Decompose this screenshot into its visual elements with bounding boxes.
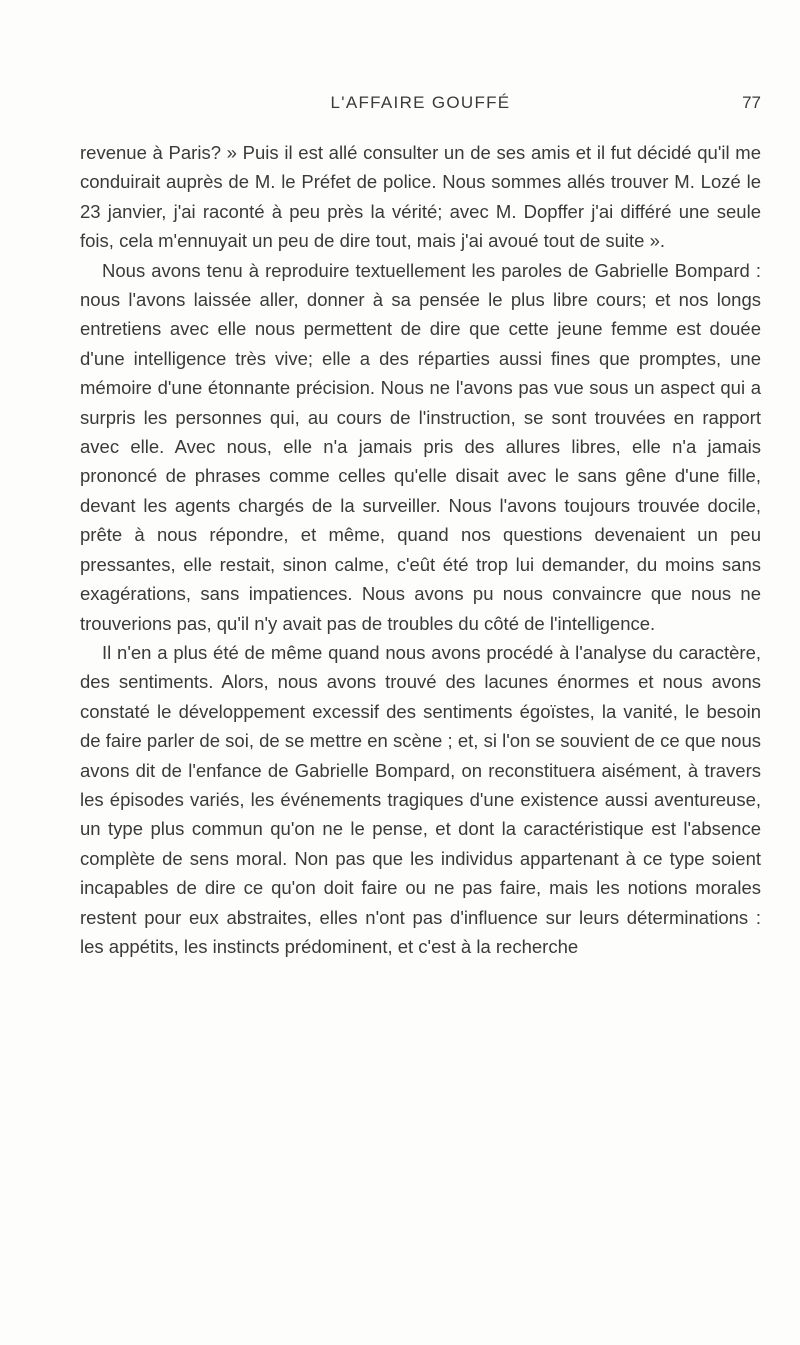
paragraph: Il n'en a plus été de même quand nous avons procédé à l'analyse du caractère, des sentiments. Alors, nous avons trouvé des lacunes énormes et nous avons constaté le développement excessif des sentiments égoïstes, la vanité, le besoin de faire parler de soi, de se mettre en scène ; et, si l'on se souvient de ce que nous avons dit de l'enfance de Gabrielle Bompard, on reconstituera aisément, à travers les épisodes variés, les événements tragiques d'une existence aussi aventureuse, un type plus commun qu'on ne le pense, et dont la caractéristique est l'absence complète de sens moral. Non pas que les individus appartenant à ce type soient incapables de dire ce qu'on doit faire ou ne pas faire, mais les notions morales restent pour eux abstraites, elles n'ont pas d'influence sur leurs déterminations : les appétits, les instincts prédominent, et c'est à la recherche [80, 641, 761, 957]
running-head [80, 93, 761, 123]
page-number: 77 [742, 93, 761, 112]
body-text [80, 138, 761, 961]
running-title: L'AFFAIRE GOUFFÉ [330, 93, 511, 112]
paragraph-continuation: revenue à Paris? » Puis il est allé consulter un de ses amis et il fut décidé qu'il me conduirait auprès de M. le Préfet de police. Nous sommes allés trouver M. Lozé le 23 janvier, j'ai raconté à peu près la vérité; avec M. Dopffer j'ai différé une seule fois, cela m'ennuyait un peu de dire tout, mais j'ai avoué tout de suite ». [80, 142, 761, 252]
paragraph: Nous avons tenu à reproduire textuellement les paroles de Gabrielle Bompard : nous l'avons laissée aller, donner à sa pensée le plus libre cours; et nos longs entretiens avec elle nous permettent de dire que cette jeune femme est douée d'une intelligence très vive; elle a des réparties aussi fines que promptes, une mémoire d'une étonnante précision. Nous ne l'avons pas vue sous un aspect qui a surpris les personnes qui, au cours de l'instruction, se sont trouvées en rapport avec elle. Avec nous, elle n'a jamais pris des allures libres, elle n'a jamais prononcé de phrases comme celles qu'elle disait avec le sans gêne d'une fille, devant les agents chargés de la surveiller. Nous l'avons toujours trouvée docile, prête à nous répondre, et même, quand nos questions devenaient un peu pressantes, elle restait, sinon calme, c'eût été trop lui demander, du moins sans exagérations, sans impatiences. Nous avons pu nous convaincre que nous ne trouverions pas, qu'il n'y avait pas de troubles du côté de l'intelligence. [80, 259, 761, 634]
